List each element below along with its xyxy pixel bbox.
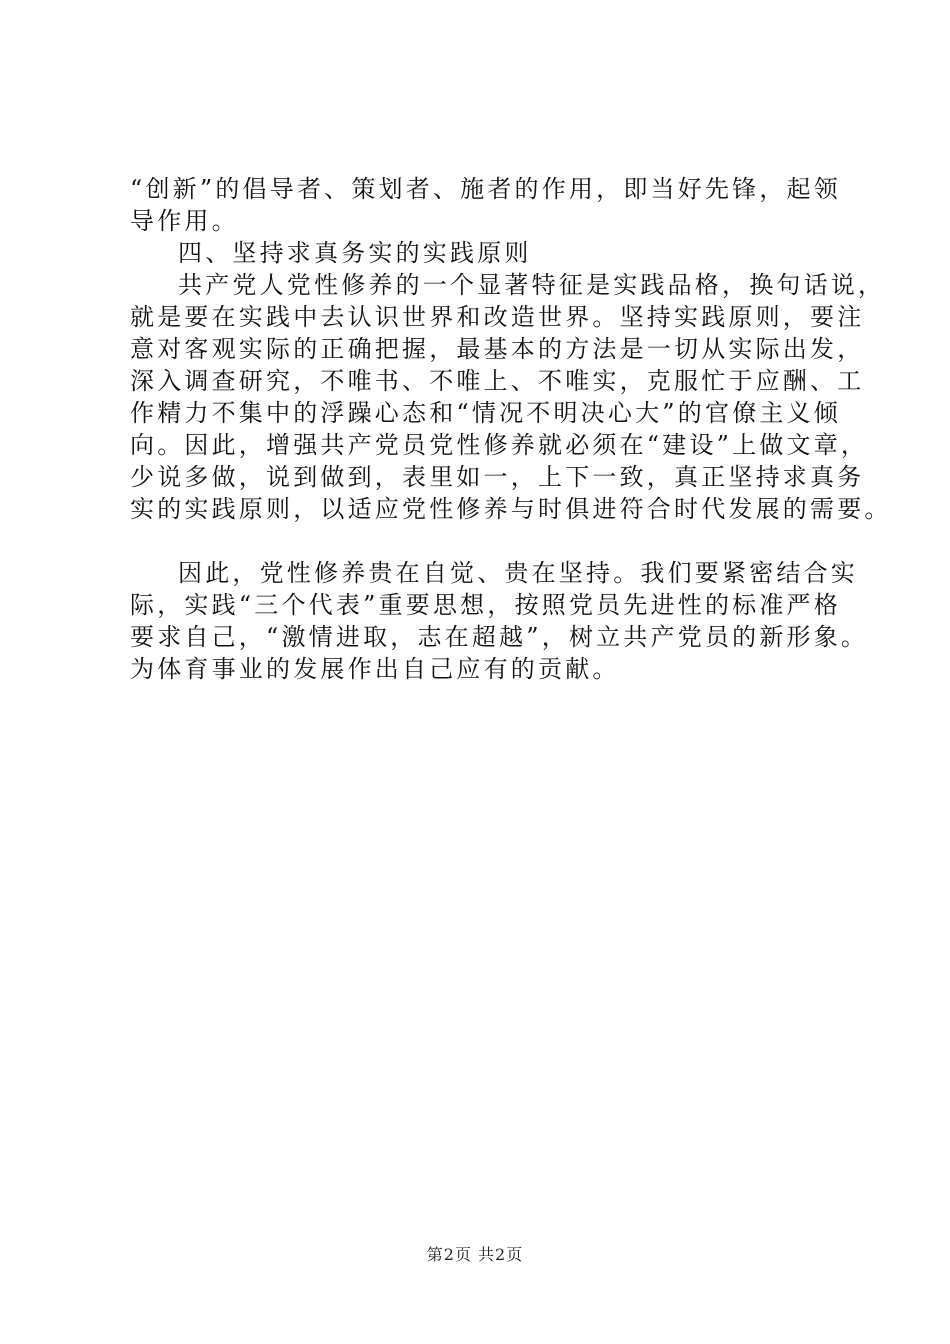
paragraph-line: 实的实践原则，以适应党性修养与时俱进符合时代发展的需要。: [130, 495, 892, 523]
page-number-footer: 第2页 共2页: [426, 1245, 524, 1264]
paragraph-line: 少说多做，说到做到，表里如一，上下一致，真正坚持求真务: [130, 463, 865, 491]
document-body: [130, 173, 892, 685]
paragraph-line: “创新”的倡导者、策划者、施者的作用，即当好先锋，起领: [130, 175, 841, 203]
paragraph-line: 因此，党性修养贵在自觉、贵在坚持。我们要紧密结合实: [178, 559, 858, 587]
paragraph-line: 向。因此，增强共产党员党性修养就必须在“建设”上做文章，: [130, 431, 869, 459]
paragraph-line: 要求自己，“激情进取，志在超越”，树立共产党员的新形象。: [130, 623, 869, 651]
paragraph-line: 意对客观实际的正确把握，最基本的方法是一切从实际出发，: [130, 335, 865, 363]
section-heading: 四、坚持求真务实的实践原则: [178, 239, 532, 267]
paragraph-line: 就是要在实践中去认识世界和改造世界。坚持实践原则，要注: [130, 303, 865, 331]
paragraph-line: 导作用。: [130, 207, 239, 235]
paragraph-line: 作精力不集中的浮躁心态和“情况不明决心大”的官僚主义倾: [130, 399, 841, 427]
paragraph-line: 深入调查研究，不唯书、不唯上、不唯实，克服忙于应酬、工: [130, 367, 865, 395]
paragraph-line: 共产党人党性修养的一个显著特征是实践品格，换句话说，: [178, 271, 886, 299]
paragraph-line: 际，实践“三个代表”重要思想，按照党员先进性的标准严格: [130, 591, 841, 619]
paragraph-line: 为体育事业的发展作出自己应有的贡献。: [130, 655, 620, 683]
paragraph-spacer: [130, 525, 835, 557]
